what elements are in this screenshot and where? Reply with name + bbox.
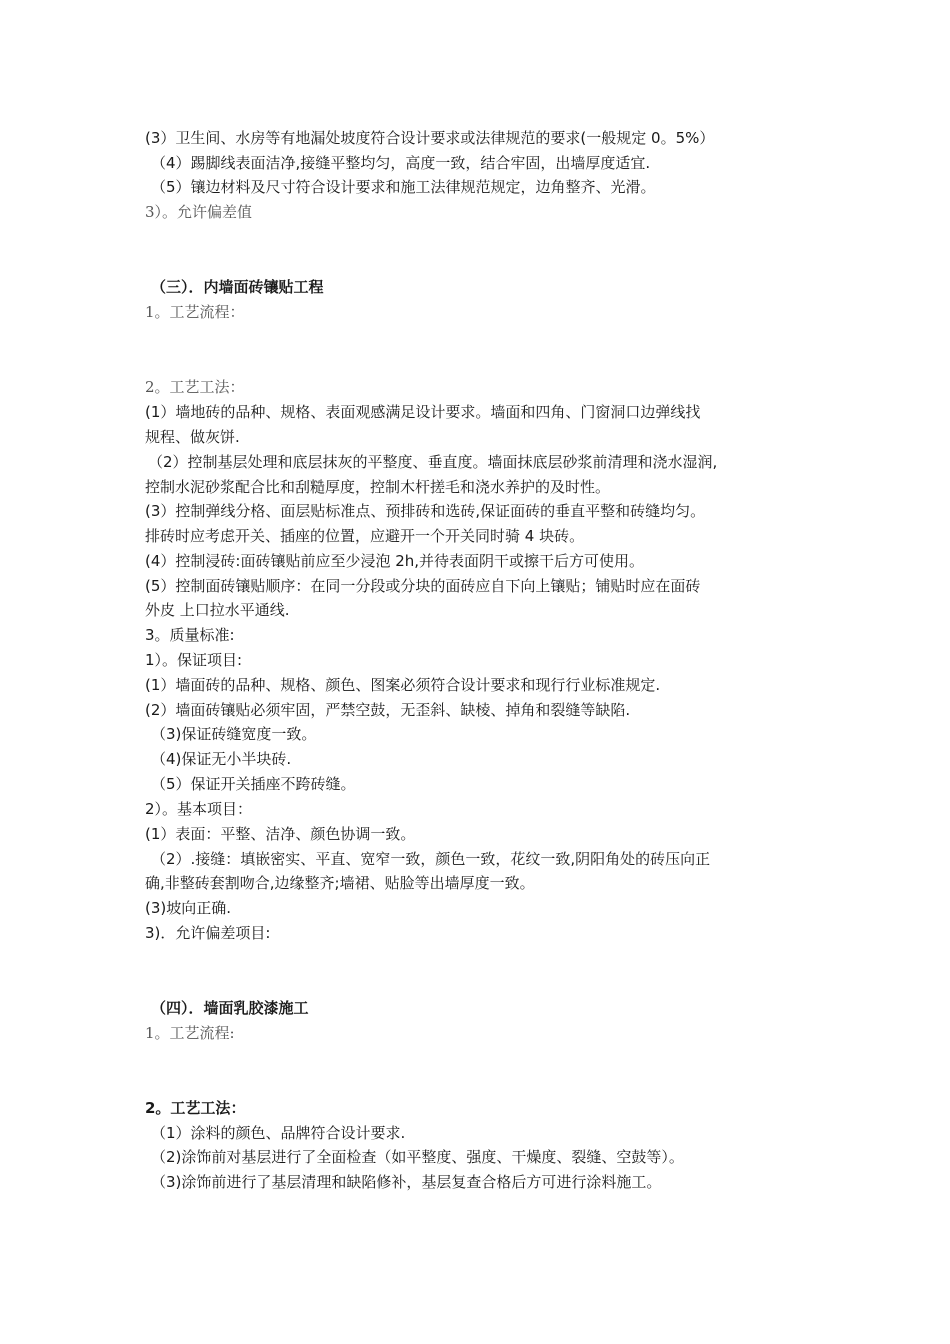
text-line: 外皮 上口拉水平通线. [145,601,290,619]
text-line: （1）涂料的颜色、品牌符合设计要求. [151,1124,406,1142]
text-line: （3)涂饰前进行了基层清理和缺陷修补，基层复查合格后方可进行涂料施工。 [151,1173,662,1191]
text-line: （5）保证开关插座不跨砖缝。 [151,775,356,793]
text-line: (5）控制面砖镶贴顺序：在同一分段或分块的面砖应自下向上镶贴；铺贴时应在面砖 [145,577,701,595]
text-line: 3）。允许偏差值 [145,203,253,221]
text-line: （4）踢脚线表面洁净,接缝平整均匀，高度一致，结合牢固，出墙厚度适宜. [151,154,651,172]
text-line: (1）墙地砖的品种、规格、表面观感满足设计要求。墙面和四角、门窗洞口边弹线找 [145,403,701,421]
text-line: (1）墙面砖的品种、规格、颜色、图案必须符合设计要求和现行行业标准规定. [145,676,661,694]
text-line: （2）.接缝：填嵌密实、平直、宽窄一致，颜色一致，花纹一致,阴阳角处的砖压向正 [151,850,711,868]
text-line: 控制水泥砂浆配合比和刮糙厚度，控制木杆搓毛和浇水养护的及时性。 [145,478,611,496]
text-line: 2。工艺工法： [145,1099,246,1117]
text-line: 2。工艺工法： [145,378,245,396]
text-line: (3）卫生间、水房等有地漏处坡度符合设计要求或法律规范的要求(一般规定 0。5%） [145,129,715,147]
section-heading: （四）．墙面乳胶漆施工 [151,999,309,1017]
section-heading: （三）．内墙面砖镶贴工程 [151,278,324,296]
text-line: 1）。保证项目: [145,651,243,669]
text-line: 3。质量标准: [145,626,235,644]
text-line: （5）镶边材料及尺寸符合设计要求和施工法律规范规定，边角整齐、光滑。 [151,178,656,196]
text-line: (1）表面：平整、洁净、颜色协调一致。 [145,825,416,843]
text-line: （4)保证无小半块砖. [151,750,292,768]
text-line: (3)坡向正确. [145,899,232,917]
text-line: 排砖时应考虑开关、插座的位置，应避开一个开关同时骑 4 块砖。 [145,527,585,545]
text-line: （2）控制基层处理和底层抹灰的平整度、垂直度。墙面抹底层砂浆前清理和浇水湿润, [148,453,718,471]
text-line: （2)涂饰前对基层进行了全面检查（如平整度、强度、干燥度、裂缝、空鼓等）。 [151,1148,684,1166]
text-line: 2）。基本项目： [145,800,253,818]
text-line: （3)保证砖缝宽度一致。 [151,725,317,743]
text-line: 规程、做灰饼. [145,428,240,446]
text-line: 3)．允许偏差项目: [145,924,271,942]
text-line: (3）控制弹线分格、面层贴标准点、预排砖和选砖,保证面砖的垂直平整和砖缝均匀。 [145,502,706,520]
text-line: 1。工艺流程： [145,303,245,321]
text-line: (4）控制浸砖:面砖镶贴前应至少浸泡 2h,并待表面阴干或擦干后方可使用。 [145,552,645,570]
text-line: 1。工艺流程: [145,1024,235,1042]
text-line: 确,非整砖套割吻合,边缘整齐;墙裙、贴脸等出墙厚度一致。 [145,874,535,892]
text-line: (2）墙面砖镶贴必须牢固，严禁空鼓，无歪斜、缺棱、掉角和裂缝等缺陷. [145,701,631,719]
